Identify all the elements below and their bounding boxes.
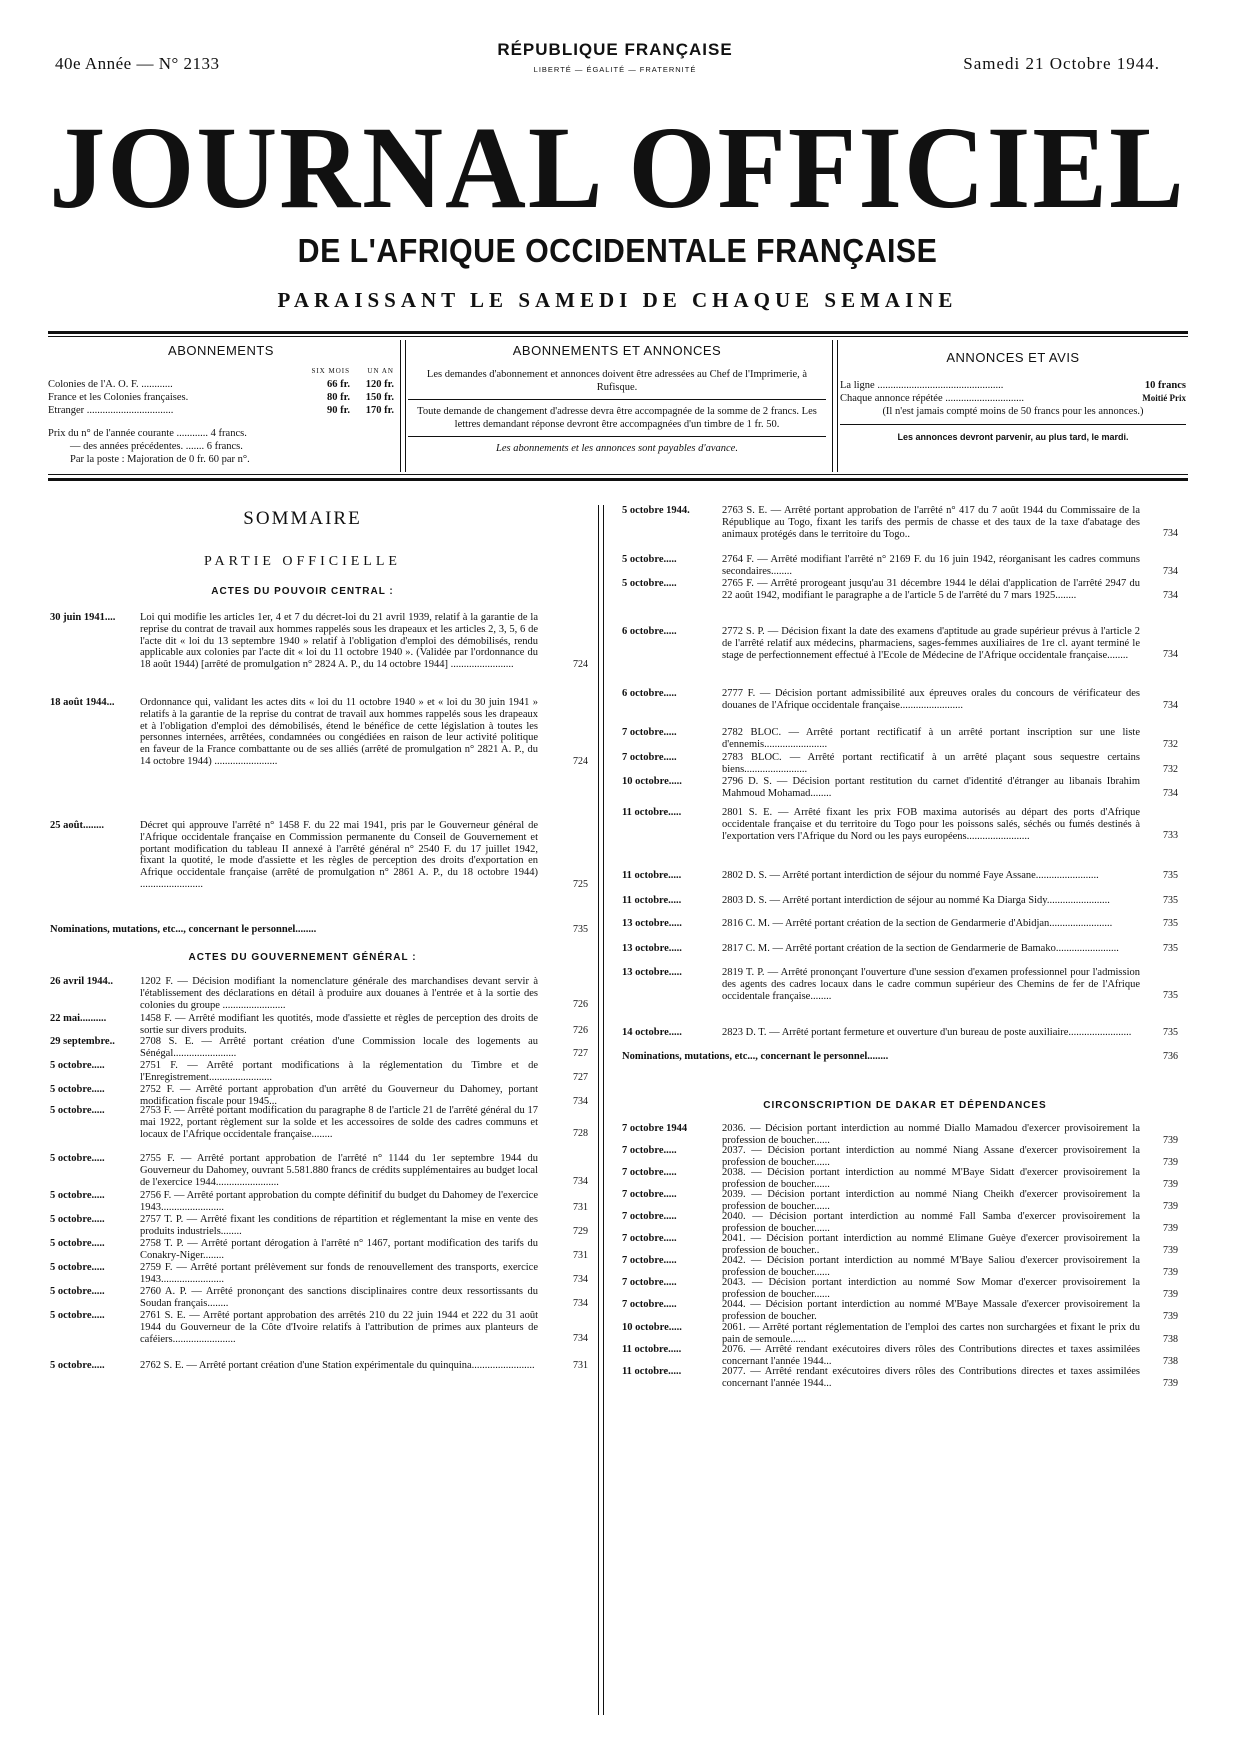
entry-page-number: 735: [1163, 1027, 1178, 1038]
ab-annonces-p2: Toute demande de changement d'adresse devra être accompagnée de la somme de 2 francs. Les lettres demandant réponse devront être accompagnées d'un timbre de 1 fr. 50.: [417, 406, 817, 430]
entry-text: 2756 F. — Arrêté portant approbation du compte définitif du budget du Dahomey de l'exercice 1943........................: [140, 1190, 538, 1213]
entry-text: 2752 F. — Arrêté portant approbation d'un arrêté du Gouverneur du Dahomey, portant modification fiscale pour 1945...: [140, 1084, 538, 1107]
entry-text: 2783 BLOC. — Arrêté portant rectificatif à un arrêté plaçant sous sequestre certains biens........................: [722, 752, 1140, 775]
entry-date: 30 juin 1941....: [50, 612, 116, 623]
entry-date: 10 octobre.....: [622, 1322, 682, 1333]
entry-date: 11 octobre.....: [622, 1366, 682, 1377]
entry-text: 2753 F. — Arrêté portant modification du paragraphe 8 de l'article 21 de l'arrêté général du 17 mai 1922, portant règlement sur la solde et les accessoires de solde des cadres communs et locaux de l'Afrique occidentale française........: [140, 1105, 538, 1140]
entry-text: 2040. — Décision portant interdiction au nommé Fall Samba d'exercer provisoirement la profession de boucher......: [722, 1211, 1140, 1234]
entry-date: 7 octobre.....: [622, 1167, 677, 1178]
entry-page-number: 734: [1163, 528, 1178, 539]
entry-date: Nominations, mutations, etc..., concernant le personnel........: [622, 1051, 889, 1062]
section-gouvernement-general: ACTES DU GOUVERNEMENT GÉNÉRAL :: [188, 952, 417, 963]
entry-text: 2796 D. S. — Décision portant restitution du carnet d'identité d'étranger au libanais Ibrahim Mahmoud Mohamad........: [722, 776, 1140, 799]
entry-page-number: 738: [1163, 1356, 1178, 1367]
entry-date: 5 octobre.....: [50, 1238, 105, 1249]
entry-text: 2759 F. — Arrêté portant prélèvement sur fonds de renouvellement des transports, exercice 1943........................: [140, 1262, 538, 1285]
entry-date: 14 octobre.....: [622, 1027, 682, 1038]
entry-page-number: 732: [1163, 739, 1178, 750]
entry-date: 5 octobre.....: [50, 1262, 105, 1273]
entry-date: 7 octobre.....: [622, 1211, 677, 1222]
entry-text: 2755 F. — Arrêté portant approbation de l'arrêté n° 1144 du 1er septembre 1944 du Gouverneur du Dahomey, ouvrant 5.581.880 francs de crédits supplémentaires au budget local de l'exercice 1944........................: [140, 1153, 538, 1188]
entry-page-number: 729: [573, 1226, 588, 1237]
box-separator-2: [832, 340, 838, 472]
entry-page-number: 739: [1163, 1267, 1178, 1278]
entry-date: 5 octobre.....: [50, 1360, 105, 1371]
entry-text: 2038. — Décision portant interdiction au nommé M'Baye Sidatt d'exercer provisoirement la profession de boucher......: [722, 1167, 1140, 1190]
entry-text: Décret qui approuve l'arrêté n° 1458 F. du 22 mai 1941, pris par le Gouverneur général de l'Afrique occidentale française en Commission permanente du Conseil de Gouvernement et portant modification du tableau II annexé à l'arrêté général n° 2540 F. du 17 juillet 1942, fixant la quotité, le mode d'assiette et les règles de perception des droits d'exportation en Afrique occidentale française (arrêté de promulgation n° 2861 A. P., du 18 octobre 1944) ........................: [140, 820, 538, 890]
republic-title: RÉPUBLIQUE FRANÇAISE: [497, 40, 733, 59]
entry-text: 2041. — Décision portant interdiction au nommé Elimane Guèye d'exercer provisoirement la profession de boucher..: [722, 1233, 1140, 1256]
entry-page-number: 731: [573, 1250, 588, 1261]
entry-page-number: 738: [1163, 1334, 1178, 1345]
entry-page-number: 724: [573, 756, 588, 767]
entry-text: Ordonnance qui, validant les actes dits « loi du 11 octobre 1940 » et « loi du 30 juin 1941 » relatifs à la garantie de la reprise du contrat de travail aux hommes rappelés sous les drapeaux et à l'obligation d'emploi des démobilisés, étend le bénéfice de cette législation à toutes les personnes internées, arrêtées, condamnées ou congédiées en raison de leur activité politique en faveur de la France combattante ou de ses alliés (arrêté de promulgation n° 2821 A. P., du 14 octobre 1944) ........................: [140, 697, 538, 767]
price-postal: Par la poste : Majoration de 0 fr. 60 par n°.: [70, 454, 250, 465]
divider-bottom-thin: [48, 474, 1188, 475]
entry-date: 5 octobre.....: [50, 1084, 105, 1095]
divider-top: [48, 331, 1188, 334]
entry-date: 7 octobre.....: [622, 1255, 677, 1266]
entry-text: 2044. — Décision portant interdiction au nommé M'Baye Massale d'exercer provisoirement la profession de boucher.: [722, 1299, 1140, 1322]
col-six-mois: SIX MOIS: [311, 367, 350, 375]
republic-header: [450, 40, 780, 74]
entry-page-number: 739: [1163, 1135, 1178, 1146]
ab-annonces-p3: Les abonnements et les annonces sont payables d'avance.: [496, 443, 738, 454]
entry-text: 2761 S. E. — Arrêté portant approbation des arrêtés 210 du 22 juin 1944 et 222 du 31 août 1944 du Gouverneur de la Côte d'Ivoire relatifs à l'attribution de primes aux planteurs de caféiers........................: [140, 1310, 538, 1345]
entry-page-number: 739: [1163, 1311, 1178, 1322]
entry-page-number: 734: [1163, 700, 1178, 711]
entry-text: 2758 T. P. — Arrêté portant dérogation à l'arrêté n° 1467, portant modification des tarifs du Conakry-Niger........: [140, 1238, 538, 1261]
entry-page-number: 735: [573, 924, 588, 935]
box-annonces-heading: ANNONCES ET AVIS: [946, 350, 1080, 365]
issue-date: Samedi 21 Octobre 1944.: [963, 54, 1160, 73]
entry-text: 2751 F. — Arrêté portant modifications à la réglementation du Timbre et de l'Enregistrement........................: [140, 1060, 538, 1083]
tariff-row: France et les Colonies françaises. 80 fr. 150 fr.: [48, 392, 394, 403]
entry-page-number: 735: [1163, 895, 1178, 906]
box-abonnements: [48, 343, 394, 466]
entry-date: 7 octobre.....: [622, 1189, 677, 1200]
col-un-an: UN AN: [367, 367, 394, 375]
entry-date: 7 octobre.....: [622, 727, 677, 738]
entry-page-number: 735: [1163, 870, 1178, 881]
price-previous: — des années précédentes. ....... 6 francs.: [70, 441, 243, 452]
entry-date: 18 août 1944...: [50, 697, 115, 708]
entry-text: Loi qui modifie les articles 1er, 4 et 7 du décret-loi du 21 avril 1939, relatif à la garantie de la reprise du contrat de travail aux hommes rappelés sous les drapeaux et les articles 2, 3, 5, 6 de l'acte dit « loi du 13 septembre 1940 » relatif à l'obligation d'emploi des démobilisés, rendu applicable aux colonies par l'acte dit « loi du 11 octobre 1940 ». (Validée par l'ordonnance du 18 août 1944) [arrêté de promulgation n° 2824 A. P., du 14 octobre 1944] ........................: [140, 612, 538, 671]
entry-text: 2043. — Décision portant interdiction au nommé Sow Momar d'exercer provisoirement la profession de boucher......: [722, 1277, 1140, 1300]
entry-text: 2762 S. E. — Arrêté portant création d'une Station expérimentale du quinquina........................: [140, 1360, 535, 1371]
entry-text: 2777 F. — Décision portant admissibilité aux épreuves orales du concours de vérificateur des douanes de l'Afrique occidentale française........................: [722, 688, 1140, 711]
section-circonscription-dakar: CIRCONSCRIPTION DE DAKAR ET DÉPENDANCES: [763, 1100, 1047, 1111]
entry-page-number: 727: [573, 1072, 588, 1083]
entry-date: 5 octobre 1944.: [622, 505, 690, 516]
entry-page-number: 734: [1163, 590, 1178, 601]
entry-date: 7 octobre.....: [622, 1145, 677, 1156]
entry-page-number: 739: [1163, 1157, 1178, 1168]
entry-text: 2042. — Décision portant interdiction au nommé M'Baye Saliou d'exercer provisoirement la profession de boucher......: [722, 1255, 1140, 1278]
entry-page-number: 739: [1163, 1223, 1178, 1234]
box-annonces: ANNONCES ET AVIS La ligne ................................................ 10 francs Chaque annonce répétée .............................. Moitié Prix (Il n'est jamais compté moins de 50 francs pour les annonces.) Les annonces devront parvenir, au plus tard, le mardi.: [840, 350, 1186, 442]
entry-text: 2823 D. T. — Arrêté portant fermeture et ouverture d'un bureau de poste auxiliaire........................: [722, 1027, 1132, 1038]
entry-text: 2782 BLOC. — Arrêté portant rectificatif à un arrêté portant inscription sur une liste d'ennemis........................: [722, 727, 1140, 750]
entry-date: 5 octobre.....: [622, 554, 677, 565]
entry-text: 2802 D. S. — Arrêté portant interdiction de séjour du nommé Faye Assane........................: [722, 870, 1099, 881]
tariff-row: Etranger ................................. 90 fr. 170 fr.: [48, 405, 394, 416]
entry-text: 2764 F. — Arrêté modifiant l'arrêté n° 2169 F. du 16 juin 1942, réorganisant les cadres communs secondaires........: [722, 554, 1140, 577]
entry-text: 1458 F. — Arrêté modifiant les quotités, mode d'assiette et règles de perception des droits de sortie sur divers produits.: [140, 1013, 538, 1036]
entry-page-number: 733: [1163, 830, 1178, 841]
entry-page-number: 731: [573, 1202, 588, 1213]
entry-date: 5 octobre.....: [50, 1153, 105, 1164]
entry-page-number: 734: [573, 1333, 588, 1344]
entry-date: 5 octobre.....: [50, 1214, 105, 1225]
entry-date: 5 octobre.....: [50, 1105, 105, 1116]
entry-page-number: 734: [1163, 566, 1178, 577]
entry-date: 6 octobre.....: [622, 626, 677, 637]
entry-date: 5 octobre.....: [50, 1310, 105, 1321]
entry-text: 2076. — Arrêté rendant exécutoires divers rôles des Contributions directes et taxes assimilées concernant l'année 1944...: [722, 1344, 1140, 1367]
entry-page-number: 739: [1163, 1179, 1178, 1190]
entry-text: 2816 C. M. — Arrêté portant création de la section de Gendarmerie d'Abidjan........................: [722, 918, 1113, 929]
entry-text: 2760 A. P. — Arrêté prononçant des sanctions disciplinaires contre deux ressortissants du Soudan français........: [140, 1286, 538, 1309]
entry-date: 13 octobre.....: [622, 967, 682, 978]
entry-page-number: 739: [1163, 1201, 1178, 1212]
price-current: Prix du n° de l'année courante ............ 4 francs.: [48, 428, 247, 439]
entry-page-number: 735: [1163, 918, 1178, 929]
entry-date: 11 octobre.....: [622, 870, 682, 881]
entry-text: 2801 S. E. — Arrêté fixant les prix FOB maxima autorisés au départ des ports d'Afrique occidentale française et du territoire du Togo pour les poissons salés, séchés ou fumés destinés à l'exportation vers l'Afrique du Nord ou les pays européens........................: [722, 807, 1140, 842]
issue-number: 40e Année — N° 2133: [55, 54, 220, 73]
entry-page-number: 734: [573, 1298, 588, 1309]
ab-annonces-p1: Les demandes d'abonnement et annonces doivent être adressées au Chef de l'Imprimerie, à Rufisque.: [426, 369, 808, 393]
entry-text: 2817 C. M. — Arrêté portant création de la section de Gendarmerie de Bamako........................: [722, 943, 1119, 954]
entry-page-number: 735: [1163, 943, 1178, 954]
entry-page-number: 734: [573, 1274, 588, 1285]
journal-subtitle: DE L'AFRIQUE OCCIDENTALE FRANÇAISE: [297, 232, 938, 269]
sommaire-title: SOMMAIRE: [243, 508, 362, 529]
entry-text: 2763 S. E. — Arrêté portant approbation de l'arrêté n° 417 du 7 août 1944 du Commissaire de la République au Togo, fixant les tarifs des permis de chasse et des taux de la taxe d'abatage des animaux protégés dans le territoire du Togo..: [722, 505, 1140, 540]
entry-text: 2037. — Décision portant interdiction au nommé Niang Assane d'exercer provisoirement la profession de boucher......: [722, 1145, 1140, 1168]
entry-date: 13 octobre.....: [622, 943, 682, 954]
entry-date: 7 octobre.....: [622, 1233, 677, 1244]
entry-page-number: 726: [573, 1025, 588, 1036]
entry-date: 26 avril 1944..: [50, 976, 113, 987]
box-ab-annonces-heading: ABONNEMENTS ET ANNONCES: [512, 343, 722, 358]
entry-page-number: 739: [1163, 1378, 1178, 1389]
entry-page-number: 732: [1163, 764, 1178, 775]
box-abonnements-annonces: [408, 343, 826, 455]
entry-page-number: 734: [573, 1176, 588, 1187]
entry-page-number: 726: [573, 999, 588, 1010]
section-pouvoir-central: ACTES DU POUVOIR CENTRAL :: [211, 586, 394, 597]
journal-tagline: PARAISSANT LE SAMEDI DE CHAQUE SEMAINE: [277, 288, 958, 312]
entry-date: 10 octobre.....: [622, 776, 682, 787]
tariff-row: Colonies de l'A. O. F. ............ 66 fr. 120 fr.: [48, 379, 394, 390]
entry-text: 2803 D. S. — Arrêté portant interdiction de séjour au nommé Ka Diarga Sidy........................: [722, 895, 1110, 906]
entry-page-number: 739: [1163, 1289, 1178, 1300]
entry-text: 2708 S. E. — Arrêté portant création d'une Commission locale des logements au Sénégal........................: [140, 1036, 538, 1059]
entry-date: 7 octobre 1944: [622, 1123, 688, 1134]
entry-date: 5 octobre.....: [50, 1060, 105, 1071]
entry-page-number: 734: [1163, 649, 1178, 660]
divider-top-thin: [48, 336, 1188, 337]
entry-date: 22 mai..........: [50, 1013, 107, 1024]
box-abonnements-heading: ABONNEMENTS: [168, 343, 274, 358]
entry-date: 25 août........: [50, 820, 104, 831]
box-separator-1: [400, 340, 406, 472]
entry-date: 29 septembre..: [50, 1036, 115, 1047]
entry-date: 13 octobre.....: [622, 918, 682, 929]
entry-page-number: 731: [573, 1360, 588, 1371]
entry-text: 2819 T. P. — Arrêté prononçant l'ouverture d'une session d'examen professionnel pour l'admission des agents des cadres locaux dans le cadre commun supérieur des Chemins de fer de l'Afrique occidentale française........: [722, 967, 1140, 1002]
divider-bottom: [48, 478, 1188, 481]
entry-date: 6 octobre.....: [622, 688, 677, 699]
entry-text: 2036. — Décision portant interdiction au nommé Diallo Mamadou d'exercer provisoirement la profession de boucher......: [722, 1123, 1140, 1146]
entry-date: 7 octobre.....: [622, 1299, 677, 1310]
entry-text: 2039. — Décision portant interdiction au nommé Niang Cheikh d'exercer provisoirement la profession de boucher......: [722, 1189, 1140, 1212]
entry-page-number: 727: [573, 1048, 588, 1059]
entry-page-number: 736: [1163, 1051, 1178, 1062]
entry-text: 2757 T. P. — Arrêté fixant les conditions de répartition et réglementant la mise en vente des produits industriels........: [140, 1214, 538, 1237]
entry-date: 5 octobre.....: [622, 578, 677, 589]
entry-page-number: 728: [573, 1128, 588, 1139]
entry-date: 5 octobre.....: [50, 1286, 105, 1297]
entry-date: 11 octobre.....: [622, 895, 682, 906]
entry-date: 7 octobre.....: [622, 752, 677, 763]
entry-page-number: 734: [1163, 788, 1178, 799]
entry-page-number: 735: [1163, 990, 1178, 1001]
entry-date: 7 octobre.....: [622, 1277, 677, 1288]
entry-page-number: 724: [573, 659, 588, 670]
entry-text: 2772 S. P. — Décision fixant la date des examens d'aptitude au grade supérieur prévus à l'article 2 de l'arrêté relatif aux médecins, pharmaciens, sages-femmes auxiliaires de 1re cl. ayant terminé le stage de perfectionnement effectué à l'Ecole de Médecine de l'Afrique occidentale française........: [722, 626, 1140, 661]
republic-motto: LIBERTÉ — ÉGALITÉ — FRATERNITÉ: [533, 65, 697, 74]
entry-text: 2061. — Arrêté portant réglementation de l'emploi des cartes non surchargées et fixant le prix du pain de semoule......: [722, 1322, 1140, 1345]
entry-page-number: 725: [573, 879, 588, 890]
entry-page-number: 734: [573, 1096, 588, 1107]
entry-date: 11 octobre.....: [622, 1344, 682, 1355]
journal-title: JOURNAL OFFICIEL: [49, 102, 1186, 234]
entry-text: 2077. — Arrêté rendant exécutoires divers rôles des Contributions directes et taxes assimilées concernant l'année 1944...: [722, 1366, 1140, 1389]
partie-officielle: PARTIE OFFICIELLE: [204, 554, 401, 569]
entry-date: 11 octobre.....: [622, 807, 682, 818]
entry-text: 2765 F. — Arrêté prorogeant jusqu'au 31 décembre 1944 le délai d'application de l'arrêté 2947 du 22 août 1942, modifiant le paragraphe a de l'article 5 de l'arrêté du 7 mars 1925........: [722, 578, 1140, 601]
entry-text: 1202 F. — Décision modifiant la nomenclature générale des marchandises devant servir à l'établissement des déclarations en détail à produire aux douanes à l'entrée et à la sortie des colonies du groupe ........................: [140, 976, 538, 1011]
entry-page-number: 739: [1163, 1245, 1178, 1256]
entry-date: Nominations, mutations, etc..., concernant le personnel........: [50, 924, 317, 935]
column-separator: [598, 505, 604, 1715]
entry-date: 5 octobre.....: [50, 1190, 105, 1201]
